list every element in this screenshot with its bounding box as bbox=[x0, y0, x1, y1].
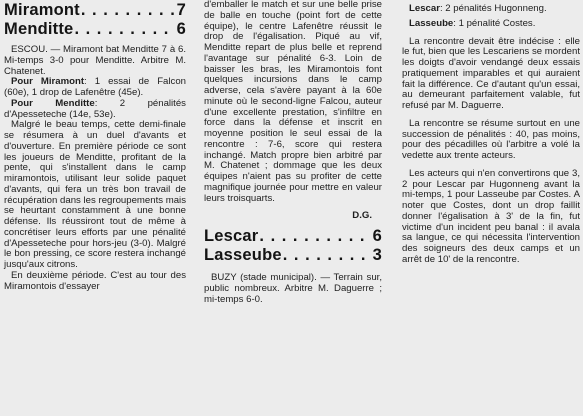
lasseube-label: Lasseube bbox=[409, 17, 454, 29]
match1-team1: Miramont bbox=[4, 1, 80, 19]
match2-intro: BUZY (stade municipal). — Terrain sur, public nombreux. Arbitre M. Daguerre ; mi-temps 6-0. bbox=[204, 272, 382, 305]
match2-score2: 3 bbox=[372, 245, 382, 264]
match1-menditte-scorers bbox=[4, 99, 186, 121]
author-signature: D.G. bbox=[352, 210, 372, 222]
miramont-text: : 1 essai de Falcon (60e), 1 drop de Lafenêtre (45e). bbox=[4, 76, 186, 98]
lescar-text: : 2 pénalités Hugonneng. bbox=[439, 3, 547, 14]
article-paragraph: En deuxième période. C'est au tour des Miramontois d'essayer bbox=[4, 269, 186, 292]
match1-score1: 7 bbox=[176, 1, 186, 19]
menditte-label: Pour Menditte bbox=[11, 97, 95, 109]
lescar-label: Lescar bbox=[409, 3, 440, 14]
column-3 bbox=[402, 0, 580, 416]
match2-lasseube-scorers bbox=[402, 19, 580, 30]
match2-row-team2 bbox=[204, 246, 382, 265]
leader-dots bbox=[74, 20, 175, 39]
column-2 bbox=[204, 0, 382, 416]
match2-team1: Lescar bbox=[204, 227, 259, 246]
miramont-label: Pour Miramont bbox=[11, 76, 85, 88]
column-1 bbox=[4, 0, 186, 416]
match1-score2: 6 bbox=[176, 19, 186, 38]
article-paragraph: La rencontre devait être indécise : elle le fut, bien que les Lescariens se mordent les doigts d'avoir vendangé deux essais pratiquement imparables et qui auraient fait la différence. Ce d'autant qu'un essai, au demeurant parfaitement valable, fut refusé par M. Daguerre. bbox=[402, 35, 580, 111]
match1-miramont-scorers bbox=[4, 77, 186, 99]
article-paragraph: La rencontre se résume surtout en une succession de pénalités : 40, pas moins, pour des pécadilles où l'arbitre a volé la vedette aux trente acteurs. bbox=[402, 117, 580, 161]
match1-team2: Menditte bbox=[4, 19, 74, 38]
match2-score1: 6 bbox=[372, 227, 382, 246]
match2-header bbox=[204, 227, 382, 264]
match2-lescar-scorers bbox=[402, 4, 580, 15]
match2-row-team1 bbox=[204, 227, 382, 246]
article-paragraph: Malgré le beau temps, cette demi-finale se résumera à un duel d'avants et d'ouverture. En première période ce sont les joueurs de Menditte, profitant de la pente, qui s'installent dans le camp miramontois, utilisant leur solide paquet d'avants, qui fera un très bon travail de récupération dans les regroupements mais se heurtant constamment à une bonne défense. Ils réussiront tout de même à concrétiser leurs efforts par une pénalité d'Apesseteche pour hors-jeu (3-0). Malgré le bon pressing, ce score restera inchangé jusqu'aux citrons. bbox=[4, 119, 186, 270]
lasseube-text: : 1 pénalité Costes. bbox=[453, 17, 536, 29]
match1-row-team2 bbox=[4, 20, 186, 39]
leader-dots bbox=[259, 227, 371, 246]
menditte-text: : 2 pénalités d'Apesseteche (14e, 53e). bbox=[4, 97, 186, 120]
match1-row-team1 bbox=[4, 1, 186, 20]
match1-intro: ESCOU. — Miramont bat Menditte 7 à 6. Mi-temps 3-0 pour Menditte. Arbitre M. Chatenet. bbox=[4, 44, 186, 77]
match1-header bbox=[4, 1, 186, 38]
match2-team2: Lasseube bbox=[204, 245, 282, 264]
article-paragraph: d'emballer le match et sur une belle prise de balle en touche (point fort de cette équipe), le centre Lafenêtre réussit le drop de l'égalisation. Piqué au vif, Menditte repart de plus belle et reprend l'avantage sur pénalité 6-3. Loin de baisser les bras, les Miramontois font quelques incursions dans le camp adverse, cela s'avère payant à la 60e minute où le second-ligne Falcou, auteur d'une excellente prestation, s'infiltre en force dans la défense et inscrit en moyenne position le seul essai de la rencontre : 7-6, score qui restera inchangé. Match propre bien arbitré par M. Chatenet ; dommage que les deux équipes n'aient pas su profiter de cette magnifique journée pour mettre en valeur leurs troisquarts. bbox=[204, 0, 382, 204]
leader-dots bbox=[81, 1, 176, 20]
leader-dots bbox=[283, 246, 372, 265]
article-paragraph: Les acteurs qui n'en convertirons que 3, 2 pour Lescar par Hugonneng avant la mi-temps, 1 pour Lasseube par Costes. A noter que Costes, dont un drop faillit donner l'égalisation à 3' de la fin, fut victime d'un incident peu banal : il avala sa langue, ce qui nécessita l'intervention des soigneurs des deux camps et un arrêt de 10' de la rencontre. bbox=[402, 167, 580, 265]
